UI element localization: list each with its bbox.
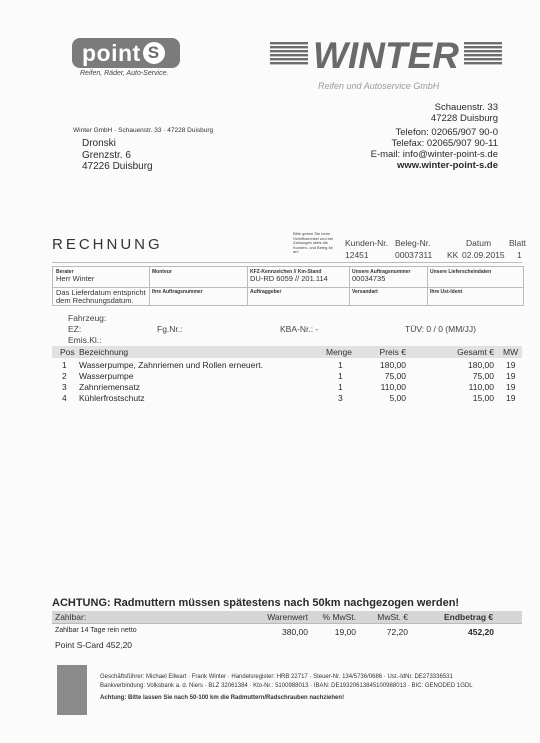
col-pos: Pos [60,347,75,357]
footer-warning-line: Achtung: Bitte lassen Sie nach 50-100 km die Radmuttern/Radschrauben nachziehen! [100,695,345,701]
table-row-desc: Kühlerfrostschutz [79,393,145,403]
table-row-price: 75,00 [384,371,406,381]
footer-logo-block [57,665,87,715]
vehicle-ez: EZ: [68,324,82,334]
company-web: www.winter-point-s.de [397,160,498,171]
info-cell-lieferscheindaten [430,269,491,275]
info-cell-versandart [352,289,378,295]
company-street: Schauenstr. 33 [434,102,498,113]
table-row-mw: 19 [506,371,516,381]
table-row-pos: 4 [62,393,67,403]
customer-no-label: Kunden-Nr. [345,238,388,248]
table-row-pos: 2 [62,371,67,381]
summary-endbetrag: 452,20 [468,627,494,637]
info-cell-lieferdatum [56,289,148,305]
point-s-logo [72,38,180,68]
info-cell-ihre-auftragsnummer [152,289,203,295]
company-city: 47228 Duisburg [430,113,498,124]
table-row-qty: 3 [338,393,343,403]
col-price: Preis € [379,347,406,357]
footer-management-line: Geschäftsführer: Michael Ellwart · Frank Winter · Handelsregister: HRB 22717 · Steuer-Nr. 134/5736/0686 · Ust.-IdNr. DE273336531 [100,674,453,680]
vehicle-label: Fahrzeug: [68,313,107,323]
table-row-mw: 19 [506,382,516,392]
table-row-desc: Wasserpumpe, Zahnriemen und Rollen erneuert. [79,360,263,370]
doc-no-label: Beleg-Nr. [395,238,431,248]
footer-bank-line: Bankverbindung: Volksbank a. d. Niers · BLZ 32061384 · Kto-Nr.: 5100988013 · IBAN: DE19320613845100988013 · BIC: GENODED 1GDL [100,683,473,689]
winter-logo-subtitle: Reifen und Autoservice GmbH [318,81,440,91]
invoice-info-box [52,266,524,306]
table-row-price: 110,00 [380,382,406,392]
winter-logo [270,34,502,74]
summary-warenwert-label: Warenwert [267,612,308,622]
doc-no: 00037311 [395,250,433,260]
info-label: Berater [56,269,74,275]
table-row-total: 110,00 [468,382,494,392]
col-mw: MW [503,347,519,357]
table-row-price: 5,00 [389,393,406,403]
payment-terms: Zahlbar 14 Tage rein netto [55,627,137,634]
info-cell-berater [56,269,94,283]
summary-mwst-pct: 19,00 [334,627,356,637]
invoice-date: 02.09.2015 [462,250,505,260]
page-label: Blatt [509,238,527,248]
info-cell-auftragsnummer [352,269,410,283]
info-cell-kennzeichen [250,269,328,283]
info-label: Ihre Auftragsnummer [152,289,203,295]
table-row-qty: 1 [338,371,343,381]
point-logo-tagline: Reifen, Räder, Auto-Service. [80,70,169,77]
point-logo-word: point [82,40,141,66]
summary-zahlbar-label: Zahlbar: [55,612,87,622]
items-table-body [52,359,522,407]
summary-divider [52,623,522,624]
sender-line: Winter GmbH · Schauenstr. 33 · 47228 Duisburg [73,127,214,134]
info-label: KFZ-Kennzeichen // Km-Stand [250,269,322,275]
summary-mwst: 72,20 [386,627,408,637]
table-row-total: 15,00 [472,393,494,403]
doc-prefix: KK [447,250,459,260]
info-cell-auftraggeber [250,289,281,295]
summary-warenwert: 380,00 [282,627,308,637]
table-row-mw: 19 [506,360,516,370]
summary-endbetrag-label: Endbetrag € [444,612,494,622]
info-label: Versandart [352,289,378,295]
summary-mwst-label: MwSt. € [377,612,408,622]
table-row-price: 180,00 [380,360,406,370]
invoice-title: RECHNUNG [52,236,163,253]
info-label: Unsere Lieferscheindaten [430,269,492,275]
vehicle-fgnr: Fg.Nr.: [157,324,183,334]
info-value: DU-RD 6059 // 201.114 [250,274,328,283]
customer-no: 12451 [345,250,369,260]
info-cell-monteur [152,269,172,275]
info-value: Herr Winter [56,274,95,283]
info-label: Ihre Ust-Ident [430,289,463,295]
vehicle-kba: KBA-Nr.: - [280,324,319,334]
info-label: Monteur [152,269,172,275]
company-email: E-mail: info@winter-point-s.de [370,149,498,160]
winter-logo-word: WINTER [313,35,459,74]
recipient-address [82,138,153,173]
table-row-qty: 1 [338,360,343,370]
point-s-card-line: Point S-Card 452,20 [55,640,133,650]
col-total: Gesamt € [457,347,494,357]
summary-mwst-pct-label: % MwSt. [322,612,356,622]
company-phone: Telefon: 02065/907 90-0 [395,127,498,138]
date-label: Datum [466,238,492,248]
info-value: 00034735 [352,274,386,283]
info-label: Unsere Auftragsnummer [352,269,411,275]
vehicle-emis: Emis.Kl.: [68,335,102,345]
point-logo-badge: S [143,42,165,64]
table-row-desc: Zahnriemensatz [79,382,140,392]
info-label: Auftraggeber [250,289,282,295]
company-address [371,102,498,171]
table-row-qty: 1 [338,382,343,392]
col-qty: Menge [326,347,352,357]
invoice-reference-note: Bitte geben Sie beim Schriftwechsel und bei Zahlungen stets die Kunden- und Beleg-Nr. an! [293,231,334,255]
table-row-pos: 3 [62,382,67,392]
wheel-nut-warning: ACHTUNG: Radmuttern müssen spätestens nach 50km nachgezogen werden! [52,597,460,609]
table-row-pos: 1 [62,360,67,370]
table-row-mw: 19 [506,393,516,403]
table-row-desc: Wasserpumpe [79,371,134,381]
info-value: Das Lieferdatum entspricht dem Rechnungsdatum. [56,288,146,305]
recipient-city: 47226 Duisburg [82,161,153,172]
company-fax: Telefax: 02065/907 90-11 [391,138,498,149]
col-desc: Bezeichnung [79,347,129,357]
info-cell-ust-ident [430,289,462,295]
table-row-total: 75,00 [472,371,494,381]
page-number: 1 [517,250,522,260]
table-row-total: 180,00 [468,360,494,370]
title-divider [52,262,522,263]
recipient-street: Grenzstr. 6 [82,149,131,161]
recipient-name: Dronski [82,138,116,149]
vehicle-tuev: TÜV: 0 / 0 (MM/JJ) [405,324,476,334]
